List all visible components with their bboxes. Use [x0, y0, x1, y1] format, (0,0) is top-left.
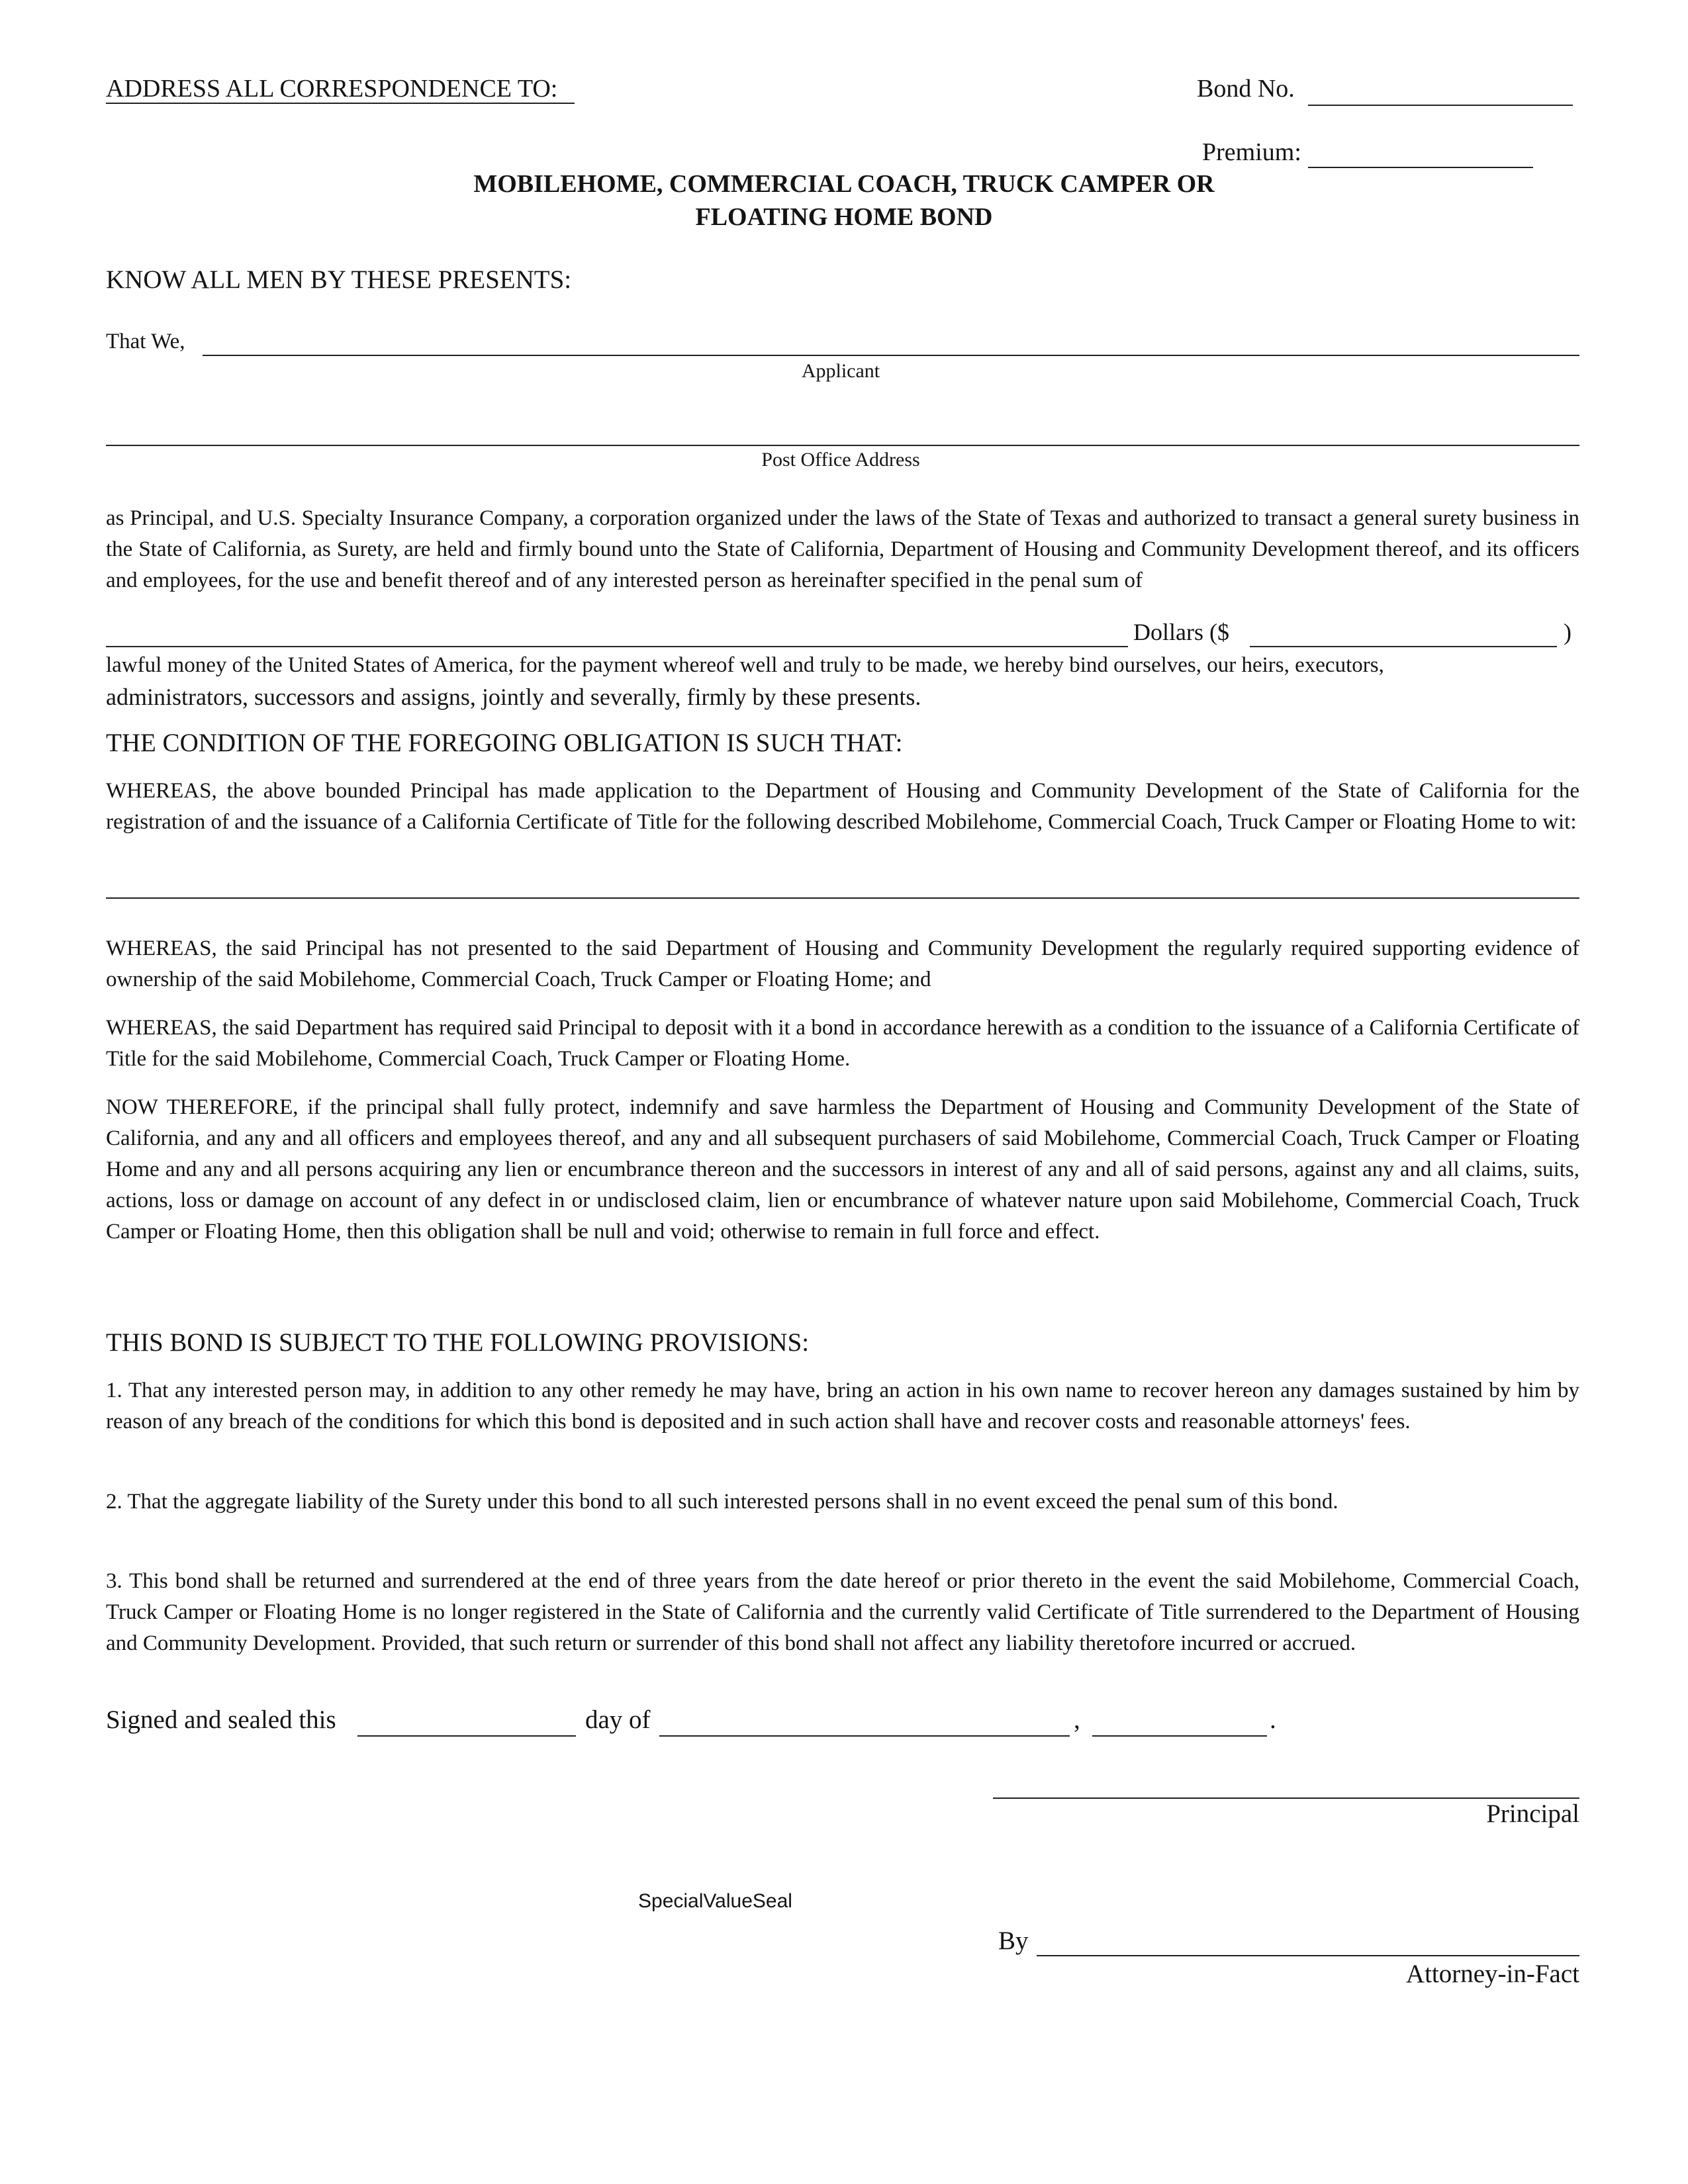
provision-2: 2. That the aggregate liability of the Surety under this bond to all such interested persons shall in no event exceed the penal sum of this bond. [106, 1490, 1338, 1514]
bond-no-field[interactable] [1308, 105, 1573, 106]
bond-no-label: Bond No. [1197, 75, 1295, 103]
principal-caption: Principal [1486, 1799, 1579, 1828]
signed-sealed-label: Signed and sealed this [106, 1706, 336, 1734]
signed-month-field[interactable] [659, 1735, 1070, 1737]
premium-field[interactable] [1308, 167, 1533, 168]
now-therefore-paragraph: NOW THEREFORE, if the principal shall fully protect, indemnify and save harmless the Department of Housing and Community Development of the State of California, and any and all officers and employees thereof, and any and all subsequent purchasers of said Mobilehome, Commercial Coach, Truck Camper or Floating Home and any and all persons acquiring any lien or encumbrance thereon and the successors in interest of any and all of said persons, against any and all claims, suits, actions, loss or damage on account of any defect in or undisclosed claim, lien or encumbrance of whatever nature upon said Mobilehome, Commercial Coach, Truck Camper or Floating Home, then this obligation shall be null and void; otherwise to remain in full force and effect. [106, 1095, 1579, 1244]
description-field[interactable] [106, 897, 1579, 899]
day-of-label: day of [585, 1706, 651, 1734]
signing-comma: , [1074, 1706, 1080, 1734]
attorney-signature-field[interactable] [1037, 1955, 1579, 1956]
post-office-caption: Post Office Address [761, 449, 920, 471]
whereas-paragraph-3: WHEREAS, the said Department has required said Principal to deposit with it a bond in accordance herewith as a condition to the issuance of a California Certificate of Title for the said Mobilehome, Commercial Coach, Truck Camper or Floating Home. [106, 1016, 1579, 1071]
that-we-label: That We, [106, 330, 185, 353]
by-label: By [998, 1927, 1029, 1955]
seal-placeholder: SpecialValueSeal [638, 1890, 792, 1912]
condition-heading: THE CONDITION OF THE FOREGOING OBLIGATION IS SUCH THAT: [106, 729, 903, 757]
address-correspondence-label: ADDRESS ALL CORRESPONDENCE TO: [106, 74, 575, 103]
premium-label: Premium: [1202, 138, 1301, 166]
signed-year-field[interactable] [1092, 1735, 1267, 1737]
applicant-field[interactable] [203, 355, 1579, 356]
provisions-heading: THIS BOND IS SUBJECT TO THE FOLLOWING PROVISIONS: [106, 1328, 810, 1357]
provision-1: 1. That any interested person may, in addition to any other remedy he may have, bring an action in his own name to recover hereon any damages sustained by him by reason of any breach of the conditions for which this bond is deposited and in such action shall have and recover costs and reasonable attorneys' fees. [106, 1379, 1579, 1433]
whereas-paragraph-2: WHEREAS, the said Principal has not presented to the said Department of Housing and Community Development the regularly required supporting evidence of ownership of the said Mobilehome, Commercial Coach, Truck Camper or Floating Home; and [106, 936, 1579, 991]
signed-day-field[interactable] [357, 1735, 576, 1737]
post-office-address-field[interactable] [106, 445, 1579, 446]
signing-period: . [1270, 1706, 1276, 1734]
whereas-paragraph-1: WHEREAS, the above bounded Principal has made application to the Department of Housing and Community Development of the State of California for the registration of and the issuance of a California Certificate of Title for the following described Mobilehome, Commercial Coach, Truck Camper or Floating Home to wit: [106, 779, 1579, 834]
attorney-in-fact-caption: Attorney-in-Fact [1405, 1960, 1579, 1988]
dollars-close-paren: ) [1564, 619, 1571, 645]
applicant-caption: Applicant [801, 360, 880, 382]
bond-title-line1: MOBILEHOME, COMMERCIAL COACH, TRUCK CAMPER OR [473, 170, 1215, 198]
bond-title-line2: FLOATING HOME BOND [695, 203, 993, 231]
penal-sum-amount-field[interactable] [1250, 646, 1557, 647]
lawful-money-line2: administrators, successors and assigns, jointly and severally, firmly by these presents. [106, 684, 921, 710]
know-all-men-heading: KNOW ALL MEN BY THESE PRESENTS: [106, 265, 572, 294]
principal-paragraph: as Principal, and U.S. Specialty Insurance Company, a corporation organized under the laws of the State of Texas and authorized to transact a general surety business in the State of California, as Surety, are held and firmly bound unto the State of California, Department of Housing and Community Development thereof, and its officers and employees, for the use and benefit thereof and of any interested person as hereinafter specified in the penal sum of [106, 506, 1579, 592]
provision-3: 3. This bond shall be returned and surrendered at the end of three years from the date hereof or prior thereto in the event the said Mobilehome, Commercial Coach, Truck Camper or Floating Home is no longer registered in the State of California and the currently valid Certificate of Title surrendered to the Department of Housing and Community Development. Provided, that such return or surrender of this bond shall not affect any liability theretofore incurred or accrued. [106, 1569, 1579, 1655]
lawful-money-line1: lawful money of the United States of America, for the payment whereof well and truly to be made, we hereby bind ourselves, our heirs, executors, [106, 653, 1384, 677]
penal-sum-words-field[interactable] [106, 646, 1128, 647]
dollars-label: Dollars ($ [1133, 619, 1229, 645]
